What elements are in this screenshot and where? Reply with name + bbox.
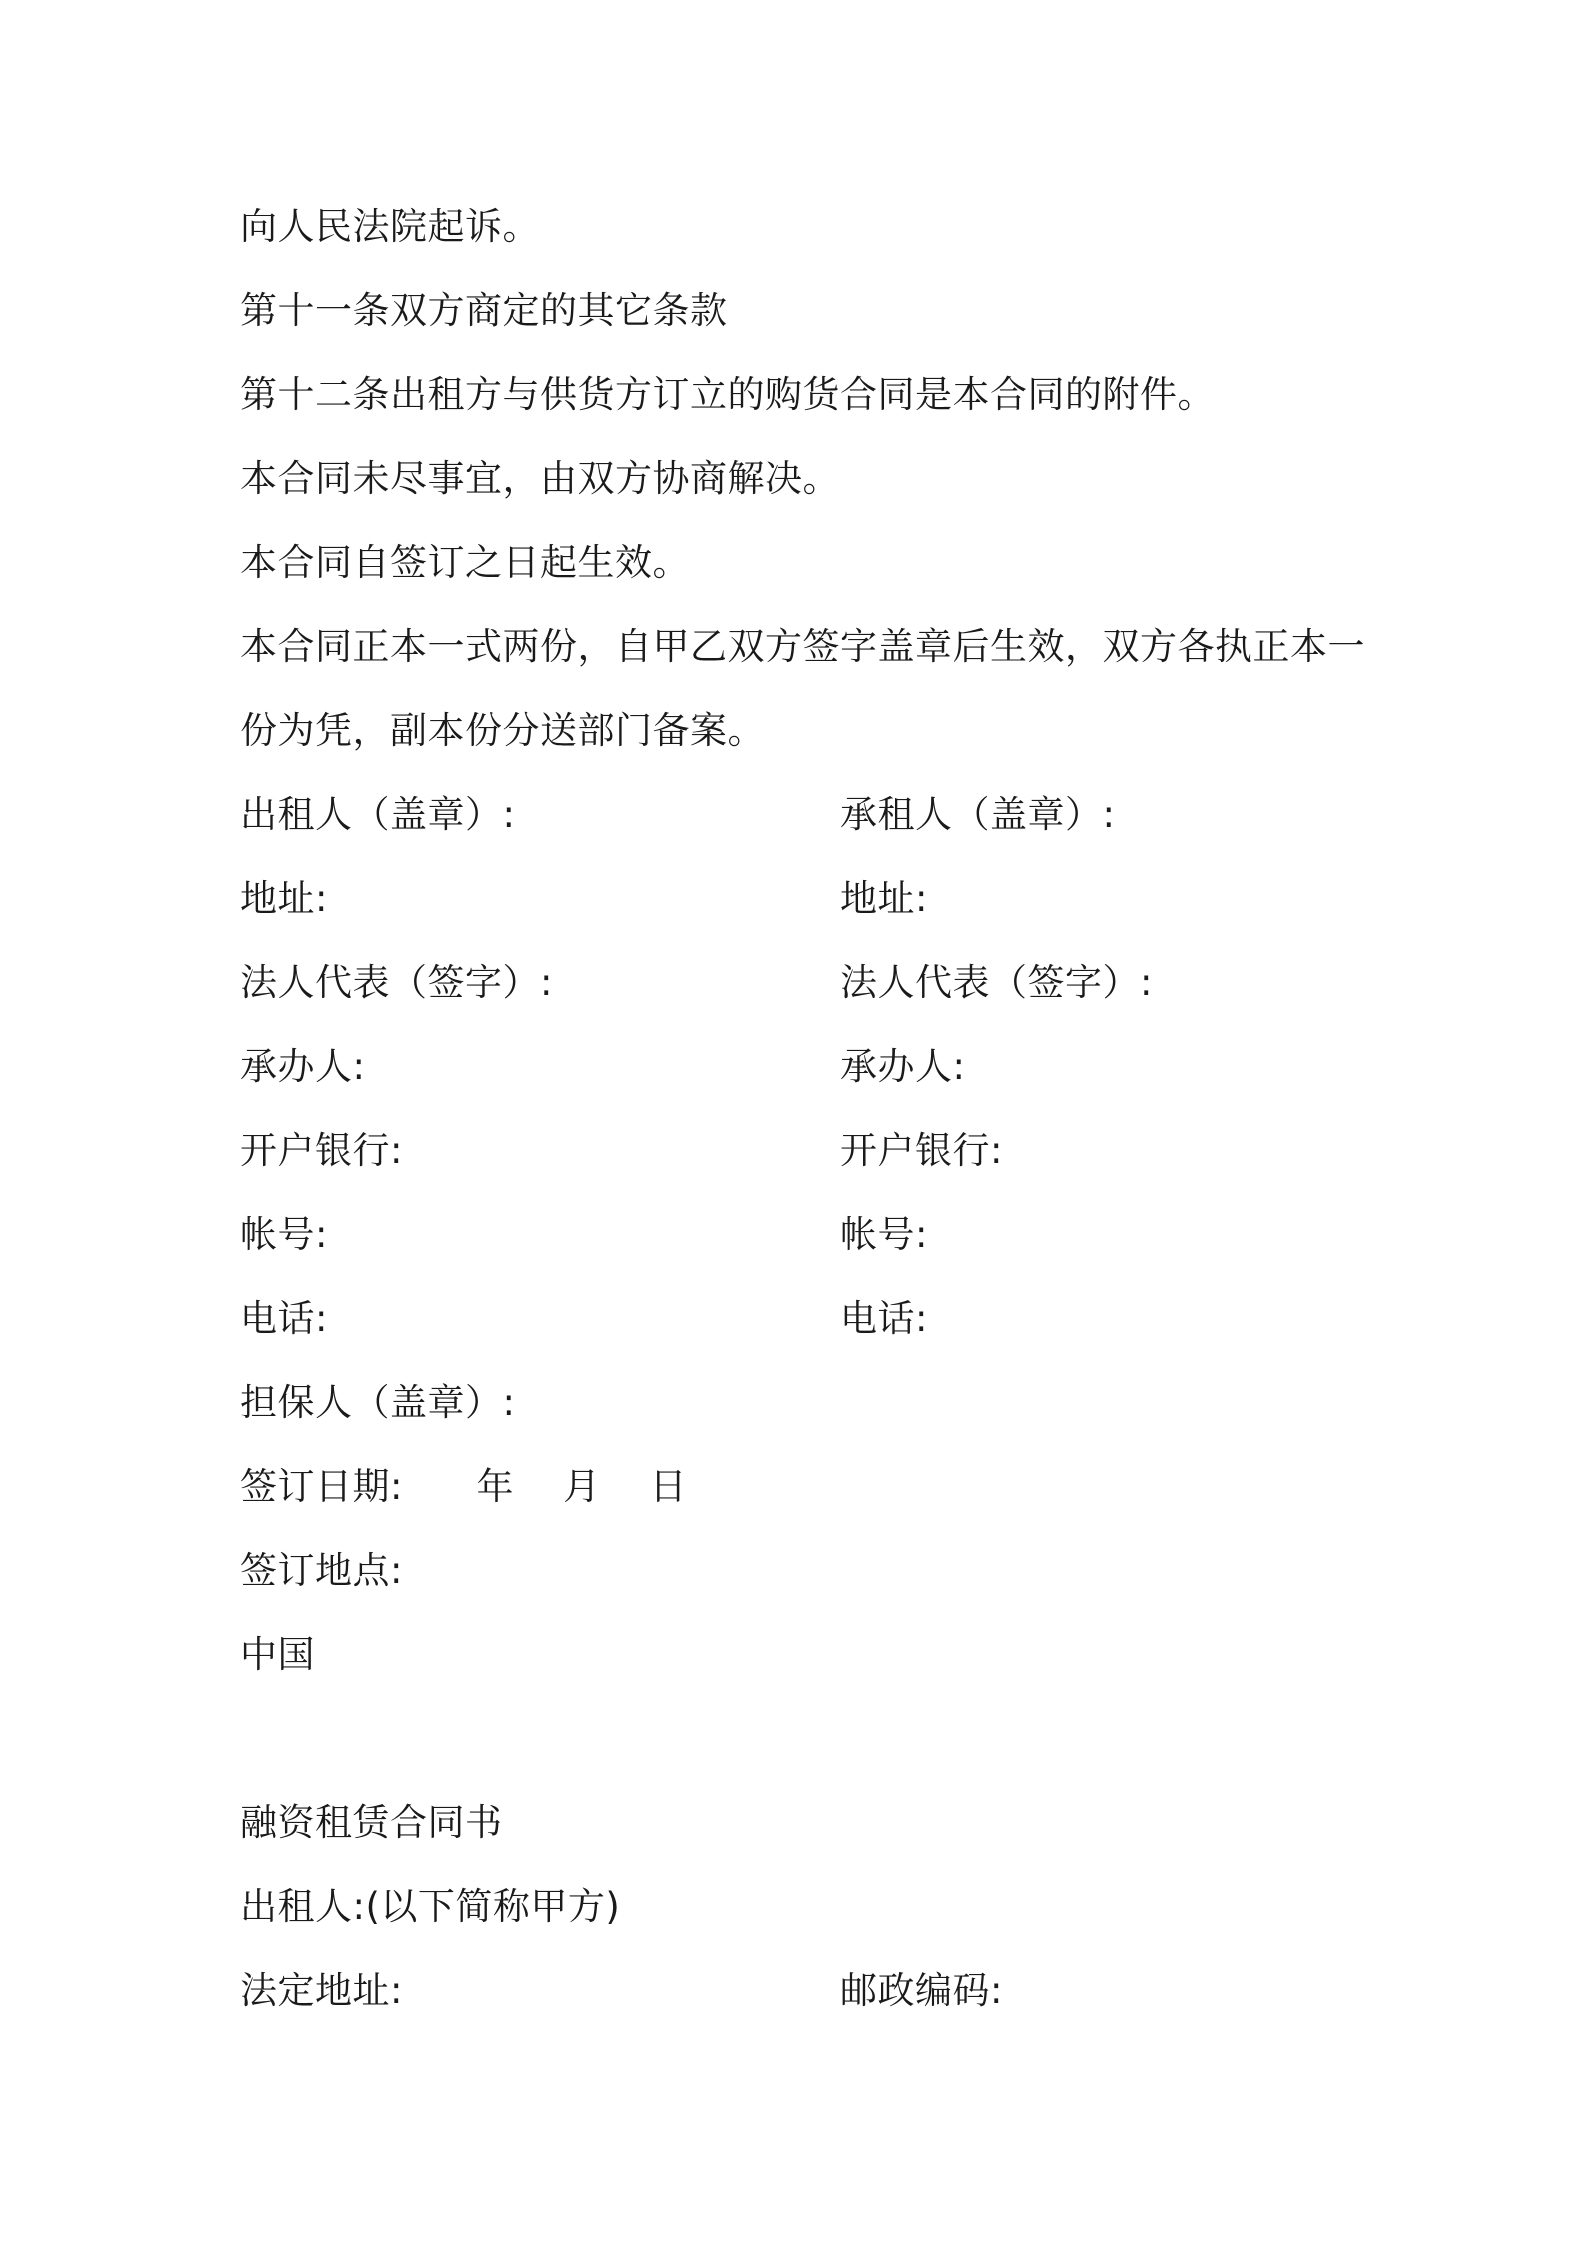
sign-place-label: 签订地点: xyxy=(240,1549,403,1592)
lessor-handler-label: 承办人: xyxy=(240,1045,366,1088)
paragraph-unresolved-matters: 本合同未尽事宜，由双方协商解决。 xyxy=(240,457,840,500)
clause-11: 第十一条双方商定的其它条款 xyxy=(240,289,728,332)
paragraph-lawsuit: 向人民法院起诉。 xyxy=(240,205,540,248)
lessor-party-line: 出租人:(以下简称甲方) xyxy=(240,1885,621,1928)
lessor-bank-label: 开户银行: xyxy=(240,1129,403,1172)
lessor-legal-rep-label: 法人代表（签字）: xyxy=(240,961,553,1004)
sign-date-label: 签订日期: 年 月 日 xyxy=(240,1465,688,1508)
lessor-account-label: 帐号: xyxy=(240,1213,328,1256)
guarantor-seal-label: 担保人（盖章）: xyxy=(240,1381,516,1424)
lessee-seal-label: 承租人（盖章）: xyxy=(840,793,1116,836)
lessor-seal-label: 出租人（盖章）: xyxy=(240,793,516,836)
lessor-address-label: 地址: xyxy=(240,877,328,920)
paragraph-effective-date: 本合同自签订之日起生效。 xyxy=(240,541,690,584)
postal-code-label: 邮政编码: xyxy=(840,1969,1003,2012)
lessee-bank-label: 开户银行: xyxy=(840,1129,1003,1172)
paragraph-copies-line-2: 份为凭，副本份分送部门备案。 xyxy=(240,709,765,752)
clause-12: 第十二条出租方与供货方订立的购货合同是本合同的附件。 xyxy=(240,373,1215,416)
lessee-legal-rep-label: 法人代表（签字）: xyxy=(840,961,1153,1004)
lessor-phone-label: 电话: xyxy=(240,1297,328,1340)
country-text: 中国 xyxy=(240,1633,315,1676)
lessee-handler-label: 承办人: xyxy=(840,1045,966,1088)
lessee-account-label: 帐号: xyxy=(840,1213,928,1256)
paragraph-copies-line-1: 本合同正本一式两份，自甲乙双方签字盖章后生效，双方各执正本一 xyxy=(240,625,1365,668)
legal-address-label: 法定地址: xyxy=(240,1969,403,2012)
lessee-address-label: 地址: xyxy=(840,877,928,920)
lessee-phone-label: 电话: xyxy=(840,1297,928,1340)
contract-title: 融资租赁合同书 xyxy=(240,1801,503,1844)
